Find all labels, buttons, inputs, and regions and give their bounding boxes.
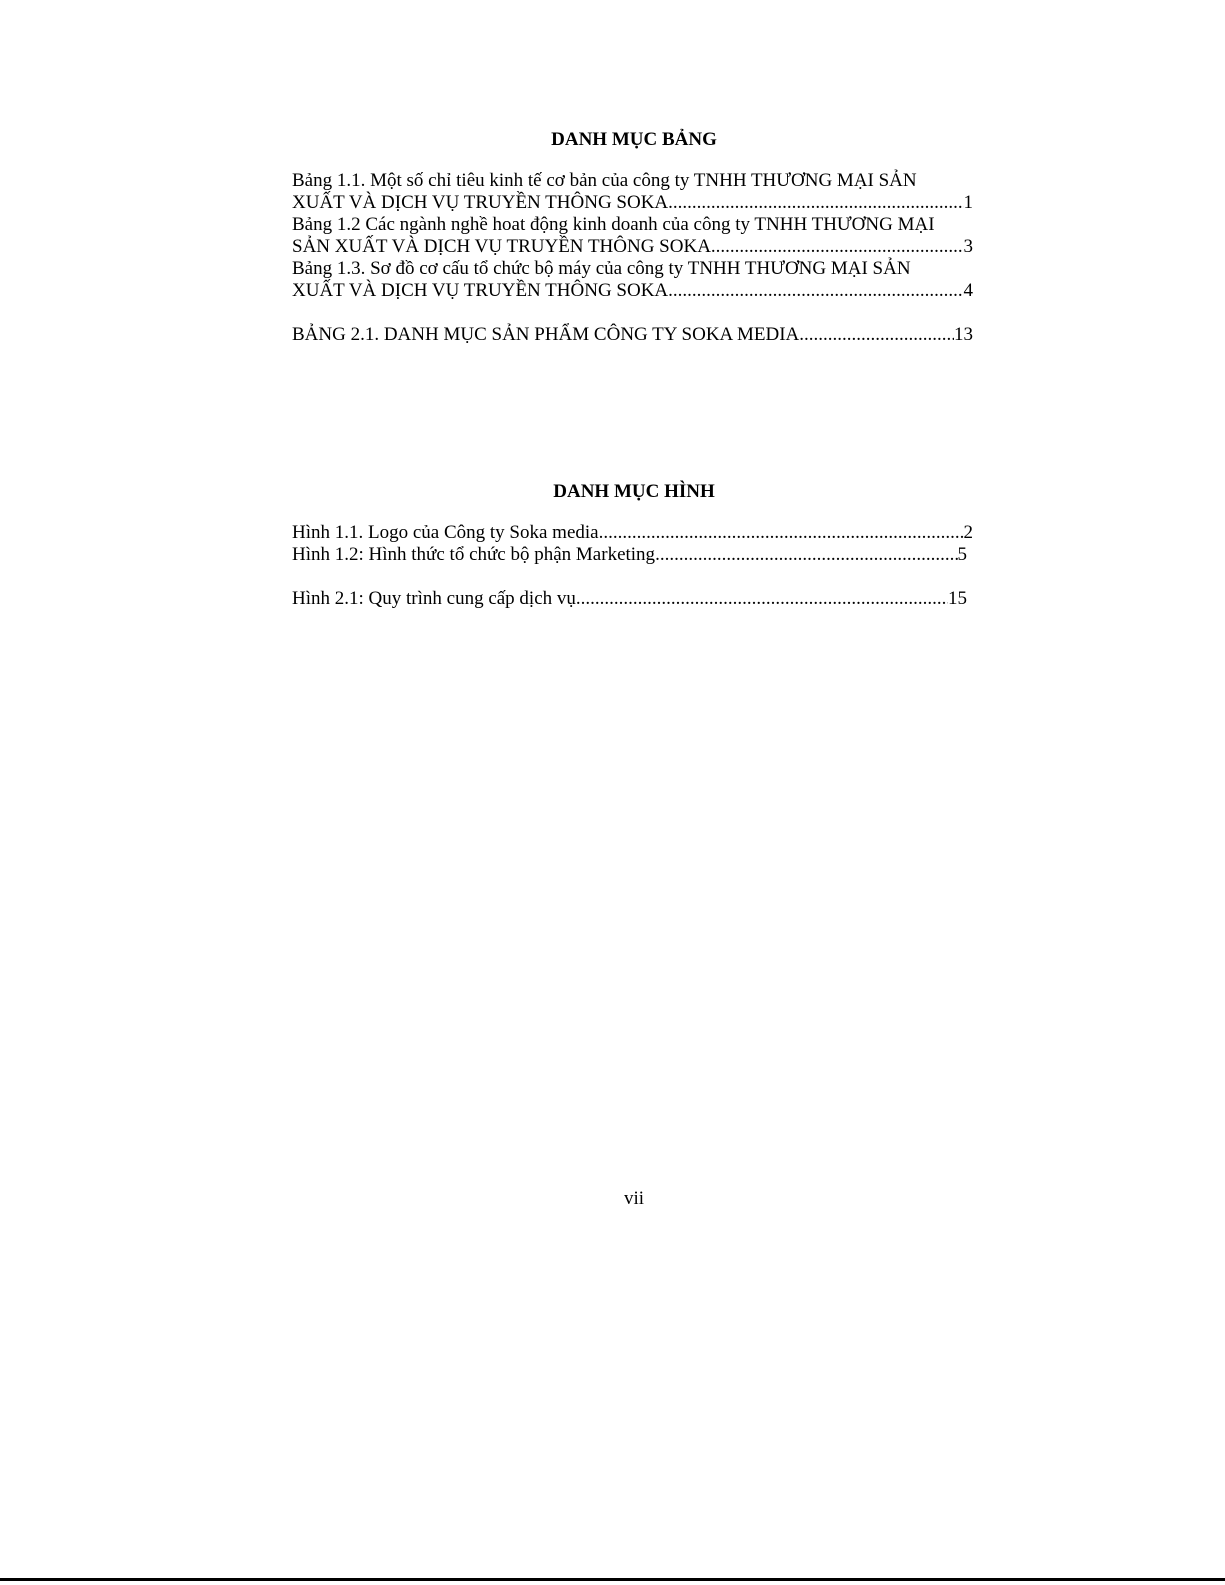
toc-entry-line: XUẤT VÀ DỊCH VỤ TRUYỀN THÔNG SOKA <box>292 192 669 213</box>
dot-leader <box>599 522 964 544</box>
toc-page-number: 4 <box>963 280 973 301</box>
toc-entry-table-2-1[interactable] <box>292 324 973 346</box>
figures-list <box>292 522 973 610</box>
figures-list-title: DANH MỤC HÌNH <box>553 481 715 502</box>
toc-entry-table-1-2[interactable] <box>292 214 973 258</box>
bottom-border-line <box>0 1578 1225 1581</box>
toc-entry-line: SẢN XUẤT VÀ DỊCH VỤ TRUYỀN THÔNG SOKA <box>292 236 711 257</box>
toc-entry-line: Bảng 1.2 Các ngành nghề hoat động kinh doanh của công ty TNHH THƯƠNG MẠI <box>292 214 935 235</box>
toc-page-number: 13 <box>954 324 973 345</box>
toc-page-number: 2 <box>963 522 973 543</box>
toc-entry-table-1-3[interactable] <box>292 258 973 302</box>
dot-leader <box>655 544 957 566</box>
toc-entry-line: Hình 1.1. Logo của Công ty Soka media <box>292 522 599 543</box>
page-number: vii <box>623 1188 645 1209</box>
dot-leader <box>668 192 963 214</box>
toc-entry-line: XUẤT VÀ DỊCH VỤ TRUYỀN THÔNG SOKA <box>292 280 669 301</box>
toc-entry-figure-2-1[interactable] <box>292 588 967 610</box>
toc-page-number: 15 <box>948 588 967 609</box>
spacer <box>292 302 973 324</box>
toc-entry-line: BẢNG 2.1. DANH MỤC SẢN PHẨM CÔNG TY SOKA MEDIA <box>292 324 800 345</box>
toc-entry-figure-1-1[interactable] <box>292 522 973 544</box>
toc-page-number: 3 <box>963 236 973 257</box>
toc-entry-line: Hình 2.1: Quy trình cung cấp dịch vụ <box>292 588 576 609</box>
toc-entry-line: Hình 1.2: Hình thức tổ chức bộ phận Marketing <box>292 544 656 565</box>
toc-entry-table-1-1[interactable] <box>292 170 973 214</box>
toc-page-number: 5 <box>957 544 967 565</box>
dot-leader <box>711 236 964 258</box>
dot-leader <box>576 588 948 610</box>
tables-list <box>292 170 973 346</box>
dot-leader <box>668 280 963 302</box>
toc-entry-line: Bảng 1.3. Sơ đồ cơ cấu tổ chức bộ máy của công ty TNHH THƯƠNG MẠI SẢN <box>292 258 911 279</box>
toc-page-number: 1 <box>963 192 973 213</box>
spacer <box>292 566 973 588</box>
dot-leader <box>799 324 954 346</box>
toc-entry-line: Bảng 1.1. Một số chỉ tiêu kinh tế cơ bản của công ty TNHH THƯƠNG MẠI SẢN <box>292 170 917 191</box>
tables-list-title: DANH MỤC BẢNG <box>551 129 717 150</box>
toc-entry-figure-1-2[interactable] <box>292 544 967 566</box>
